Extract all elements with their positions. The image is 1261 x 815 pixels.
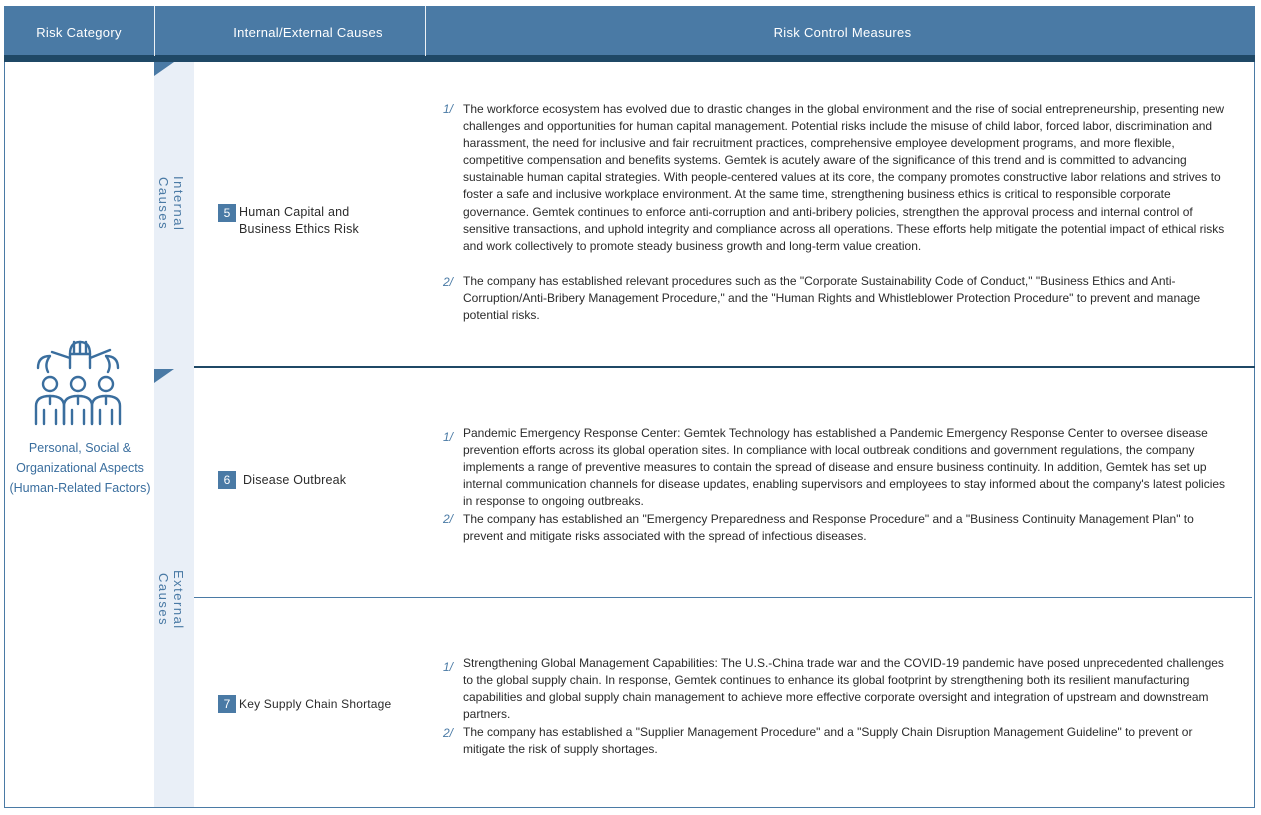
measure-text: The company has established relevant procedures such as the "Corporate Sustainability Code of Conduct," "Business Ethics and Anti-Corruption/Anti-Bribery Management Procedure," and the "Human Rights and Whistleblower Protection Procedure" to prevent and manage potential risks.	[463, 274, 1201, 323]
measure-marker: 1/	[443, 430, 454, 444]
header-risk-category: Risk Category	[36, 25, 122, 40]
risk-number-badge: 5	[218, 204, 236, 222]
measure-text: The workforce ecosystem has evolved due to drastic changes in the global environment and the rise of social entrepreneurship, presenting new challenges and opportunities for human capital management. Potential risks include the misuse of child labor, forced labor, discrimination and harassment, the need for inclusive and fair recruitment practices, comprehensive employee development programs, and more flexible, competitive compensation and benefits systems. Gemtek is acutely aware of the significance of this trend and is committed to advancing sustainable human capital strategies. With people-centered values at its core, the company promotes constructive labor relations and strives to foster a safe and inclusive workplace environment. At the same time, strengthening business ethics is critical to responsible corporate governance. Gemtek continues to enforce anti-corruption and anti-bribery policies, strengthen the approval process and internal control of sensitive transactions, and uphold integrity and compliance across all operations. These efforts help mitigate the potential impact of ethical risks and work collectively to promote steady business growth and long-term value creation.	[463, 102, 1225, 253]
header-measures: Risk Control Measures	[773, 25, 912, 40]
row-divider-internal-external	[194, 366, 1255, 368]
risk-name-line: Disease Outbreak	[243, 473, 347, 487]
measure-marker: 2/	[443, 726, 454, 740]
measure-text: Strengthening Global Management Capabilities: The U.S.-China trade war and the COVID-19 pandemic have posed unprecedented challenges to the global supply chain. In response, Gemtek continues to enhance its global footprint by strengthening both its resilient manufacturing capabilities and global supply chain management to achieve more effective corporate oversight and integration of upstream and downstream partners.	[463, 656, 1224, 722]
external-marker	[154, 369, 174, 383]
measure-marker: 1/	[443, 102, 454, 116]
measure-marker: 2/	[443, 512, 454, 526]
internal-causes-label: Internal Causes	[156, 176, 186, 232]
risk-name-line: Human Capital and	[239, 205, 350, 219]
category-label-line: (Human-Related Factors)	[9, 481, 151, 495]
measure-text: The company has established an "Emergency Preparedness and Response Procedure" and a "Business Continuity Management Plan" to prevent and mitigate risks associated with the spread of infectious diseases.	[463, 512, 1194, 544]
people-raised-fist-icon	[30, 334, 126, 430]
risk-number-badge: 7	[218, 695, 236, 713]
row-divider	[194, 597, 1252, 598]
measure-text: The company has established a "Supplier Management Procedure" and a "Supply Chain Disruption Management Guideline" to prevent or mitigate the risk of supply shortages.	[463, 725, 1193, 757]
measure-marker: 1/	[443, 660, 454, 674]
internal-marker	[154, 62, 174, 76]
header-divider	[154, 6, 155, 56]
measure-text: Pandemic Emergency Response Center: Gemtek Technology has established a Pandemic Emergency Response Center to oversee disease prevention efforts across its global operation sites. In compliance with local outbreak conditions and government regulations, the company implements a range of preventive measures to contain the spread of disease and ensure business continuity. In addition, Gemtek has set up internal communication channels for disease updates, enabling supervisors and employees to stay informed about the company's latest policies in response to ongoing outbreaks.	[463, 426, 1226, 509]
category-label-line: Organizational Aspects	[16, 461, 144, 475]
risk-category-label	[6, 438, 154, 498]
risk-number-badge: 6	[218, 471, 236, 489]
header-causes: Internal/External Causes	[233, 25, 383, 40]
external-causes-label: External Causes	[156, 569, 186, 630]
risk-name-line: Business Ethics Risk	[239, 222, 360, 236]
risk-name-line: Key Supply Chain Shortage	[239, 697, 392, 711]
measure-marker: 2/	[443, 275, 454, 289]
category-label-line: Personal, Social &	[28, 441, 132, 455]
header-divider	[425, 6, 426, 56]
risk-name	[239, 696, 391, 713]
risk-name	[243, 472, 346, 489]
risk-name	[239, 204, 359, 238]
